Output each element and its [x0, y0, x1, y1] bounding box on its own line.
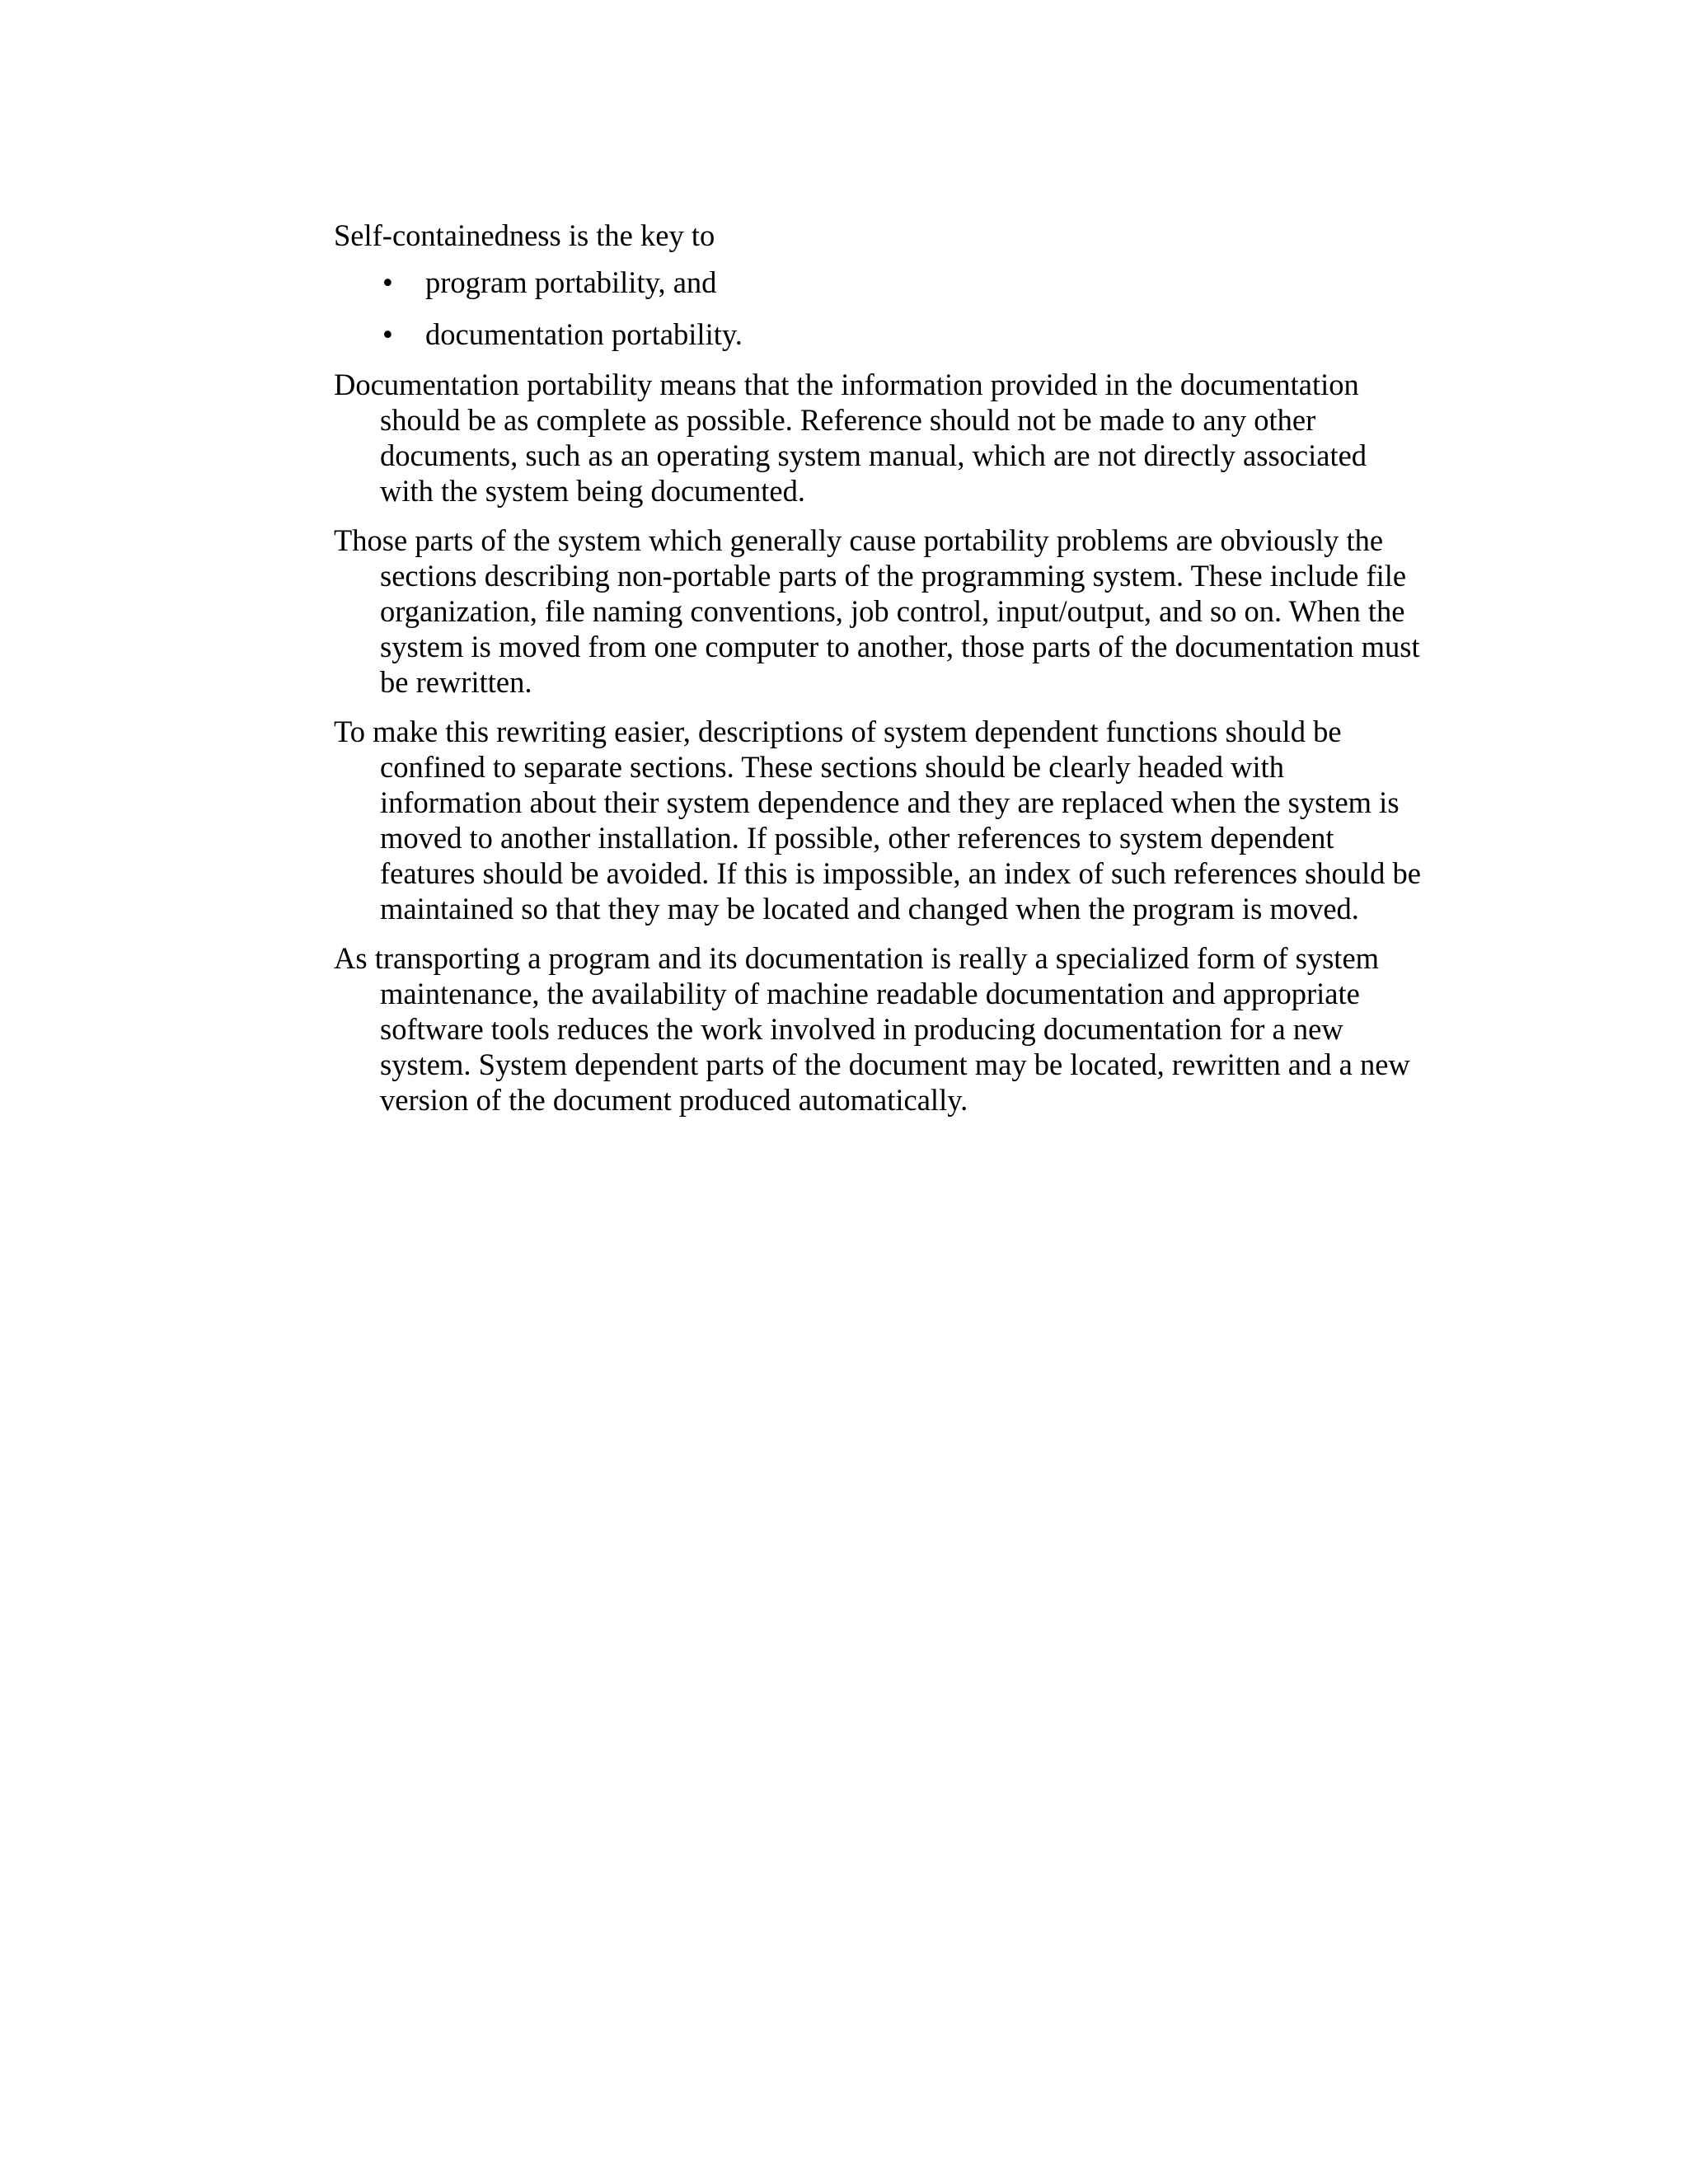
bullet-icon: •: [382, 317, 393, 351]
list-item: [334, 315, 1422, 354]
list-item: [334, 263, 1422, 302]
intro-line: Self-containedness is the key to: [334, 218, 715, 252]
paragraph-rewriting: To make this rewriting easier, descriptions of system dependent functions should be confined to separate sections. These sections should be clearly headed with information about their system dependence and they are replaced when the system is moved to another installation. If possible, other references to system dependent features should be avoided. If this is impossible, an index of such references should be maintained so that they may be located and changed when the program is moved.: [334, 715, 1421, 926]
bullet-text: program portability, and: [425, 265, 717, 299]
bullet-list: [334, 263, 1422, 354]
bullet-text: documentation portability.: [425, 317, 743, 351]
document-body: [334, 216, 1422, 1132]
paragraph-documentation-portability: Documentation portability means that the information provided in the documentation should be as complete as possible. Reference should not be made to any other documents, such as an operating system manual, which are not directly associated with the system being documented.: [334, 368, 1367, 508]
paragraph-transporting: As transporting a program and its documentation is really a specialized form of system maintenance, the availability of machine readable documentation and appropriate software tools reduces the work involved in producing documentation for a new system. System dependent parts of the document may be located, rewritten and a new version of the document produced automatically.: [334, 941, 1410, 1117]
paragraph-portability-problems: Those parts of the system which generally cause portability problems are obviously the sections describing non-portable parts of the programming system. These include file organization, file naming conventions, job control, input/output, and so on. When the system is moved from one computer to another, those parts of the documentation must be rewritten.: [334, 523, 1420, 699]
bullet-icon: •: [382, 265, 393, 299]
